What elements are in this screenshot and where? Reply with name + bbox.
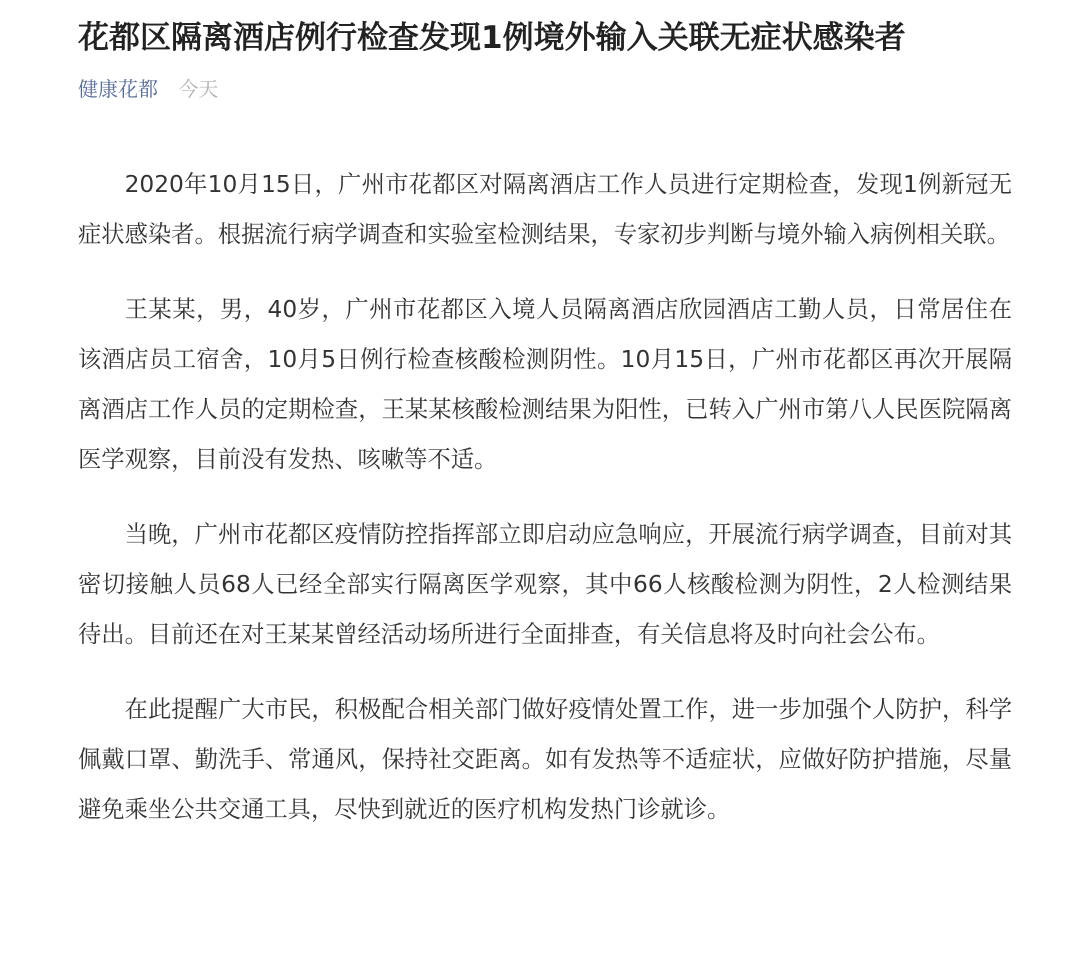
publish-date: 今天 [178,77,219,101]
paragraph-3: 当晚，广州市花都区疫情防控指挥部立即启动应急响应，开展流行病学调查，目前对其密切接触人员68人已经全部实行隔离医学观察，其中66人核酸检测为阴性，2人检测结果待出。目前还在对王某某曾经活动场所进行全面排查，有关信息将及时向社会公布。 [78,521,1012,648]
article-body [78,160,1012,835]
paragraph-4: 在此提醒广大市民，积极配合相关部门做好疫情处置工作，进一步加强个人防护，科学佩戴口罩、勤洗手、常通风，保持社交距离。如有发热等不适症状，应做好防护措施，尽量避免乘坐公共交通工具，尽快到就近的医疗机构发热门诊就诊。 [78,696,1012,823]
paragraph-1: 2020年10月15日，广州市花都区对隔离酒店工作人员进行定期检查，发现1例新冠无症状感染者。根据流行病学调查和实验室检测结果，专家初步判断与境外输入病例相关联。 [78,171,1012,248]
article-meta [78,74,1012,104]
paragraph-2: 王某某，男，40岁，广州市花都区入境人员隔离酒店欣园酒店工勤人员，日常居住在该酒店员工宿舍，10月5日例行检查核酸检测阴性。10月15日，广州市花都区再次开展隔离酒店工作人员的定期检查，王某某核酸检测结果为阳性，已转入广州市第八人民医院隔离医学观察，目前没有发热、咳嗽等不适。 [78,296,1012,473]
article-title: 花都区隔离酒店例行检查发现1例境外输入关联无症状感染者 [78,20,906,56]
article [78,0,1012,860]
source-account-link[interactable]: 健康花都 [78,77,158,101]
